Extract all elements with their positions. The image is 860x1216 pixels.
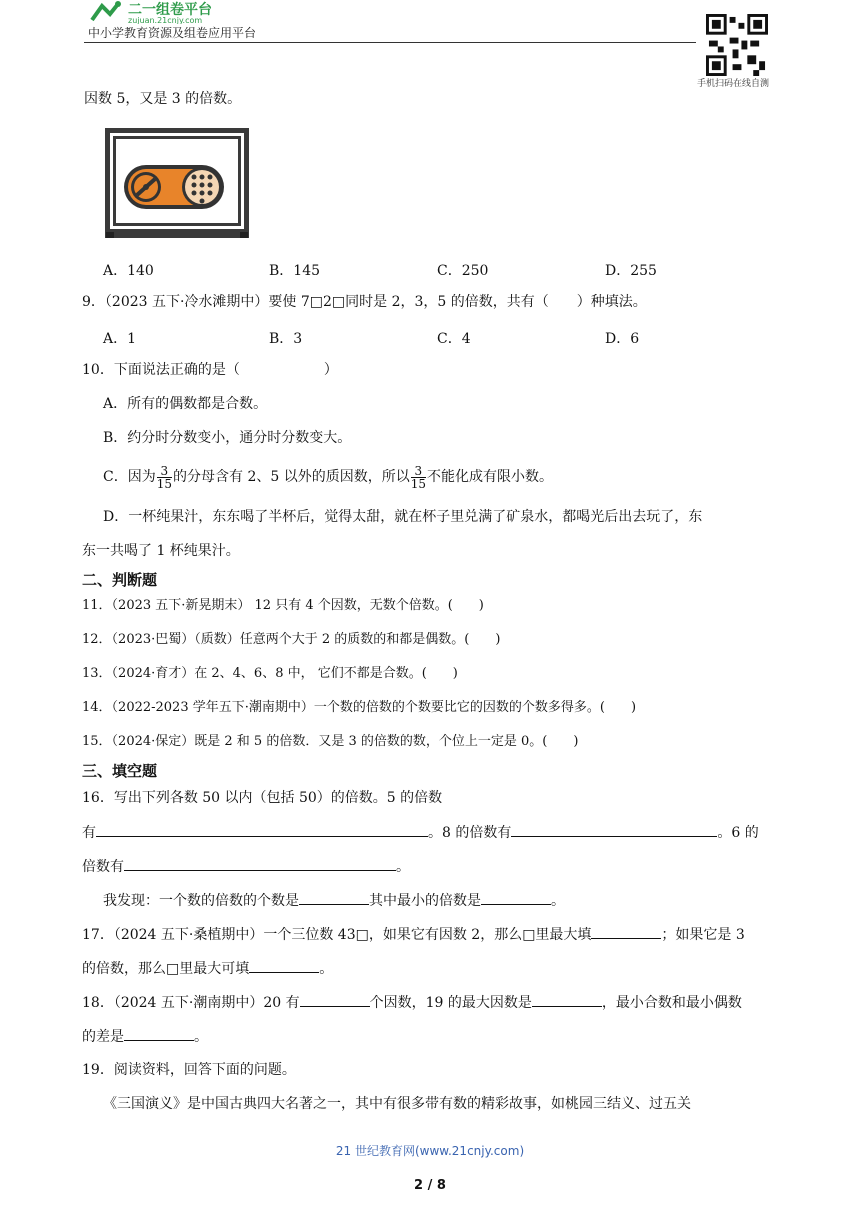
q9-option-c: C．4 (437, 331, 471, 347)
blank[interactable] (96, 822, 428, 837)
blank[interactable] (591, 924, 661, 939)
blank[interactable] (299, 890, 369, 905)
q9-option-a: A．1 (103, 331, 137, 347)
zujuan-logo (88, 0, 278, 24)
q8-option-d: D．255 (605, 263, 657, 279)
qr-caption: 手机扫码在线自测 (697, 79, 770, 89)
q19-stem: 19．阅读资料，回答下面的问题。 (82, 1062, 296, 1078)
q10-option-c: C．因为 $\frac{3}{15}$ 的分母含有 2、5 以外的质因数，所以 $\frac{3}{15}$ 不能化成有限小数。 (103, 463, 553, 491)
q10-option-b: B．约分时分数变小，通分时分数变大。 (103, 430, 352, 446)
q17-line1: 17．（2024 五下·桑植期中）一个三位数 43□，如果它有因数 2，那么□里最大填 ；如果它是 3 (82, 924, 745, 945)
q18-line2: 的差是 。 (82, 1026, 208, 1047)
footer-link[interactable]: 21 世纪教育网(www.21cnjy.com) (335, 1144, 525, 1158)
q8-option-b: B．145 (269, 263, 321, 279)
q9-option-b: B．3 (269, 331, 303, 347)
qr-code-icon[interactable] (706, 14, 768, 76)
blank[interactable] (532, 992, 602, 1007)
q13: 13．（2024·育才）在 2、4、6、8 中， 它们不都是合数。( ) (82, 666, 458, 681)
blank[interactable] (511, 822, 717, 837)
fraction-3-15: $\frac{3}{15}$ (156, 463, 172, 491)
q8-continuation: 因数 5，又是 3 的倍数。 (84, 91, 242, 107)
keypad-icon (182, 167, 222, 207)
q9-stem: 9．（2023 五下·冷水滩期中）要使 7□2□同时是 2，3，5 的倍数，共有（ ）种填法。 (82, 294, 647, 310)
q16-line2: 有 。8 的倍数有 。6 的 (82, 822, 759, 843)
header-divider (84, 42, 696, 43)
q12: 12．（2023·巴蜀）（质数）任意两个大于 2 的质数的和都是偶数。( ) (82, 632, 501, 647)
blank[interactable] (249, 958, 319, 973)
header-subtitle: 中小学教育资源及组卷应用平台 (88, 26, 257, 40)
q11: 11．（2023 五下·新晃期末） 12 只有 4 个因数，无数个倍数。( ) (82, 598, 484, 613)
q10-option-a: A．所有的偶数都是合数。 (103, 396, 268, 412)
q8-option-c: C．250 (437, 263, 489, 279)
q15: 15．（2024·保定）既是 2 和 5 的倍数．又是 3 的倍数的数，个位上一定是 0。( ) (82, 734, 579, 749)
blank[interactable] (481, 890, 551, 905)
blank[interactable] (124, 856, 396, 871)
q19-text: 《三国演义》是中国古典四大名著之一，其中有很多带有数的精彩故事，如桃园三结义、过五关 (103, 1096, 691, 1112)
q14: 14．（2022-2023 学年五下·潮南期中）一个数的倍数的个数要比它的因数的个数多得多。( ) (82, 700, 637, 715)
section-2-title: 二、判断题 (82, 571, 158, 589)
safe-illustration (104, 127, 250, 239)
blank[interactable] (124, 1026, 194, 1041)
q8-option-a: A．140 (103, 263, 154, 279)
logo-runner-icon (92, 4, 118, 20)
q18-line1: 18．（2024 五下·潮南期中）20 有 个因数，19 的最大因数是 ，最小合数和最小偶数 (82, 992, 742, 1013)
q17-line2: 的倍数，那么□里最大可填 。 (82, 958, 333, 979)
q10-option-d-line1: D．一杯纯果汁，东东喝了半杯后，觉得太甜，就在杯子里兑满了矿泉水，都喝光后出去玩了，东 (103, 509, 703, 525)
page-number: 2 / 8 (414, 1178, 446, 1193)
q16-line4: 我发现：一个数的倍数的个数是 其中最小的倍数是 。 (103, 890, 565, 911)
fraction-3-15-b: $\frac{3}{15}$ (410, 463, 426, 491)
q10-stem: 10．下面说法正确的是（ ） (82, 362, 338, 378)
section-3-title: 三、填空题 (82, 762, 158, 780)
q16-line1: 16．写出下列各数 50 以内（包括 50）的倍数。5 的倍数 (82, 790, 443, 806)
blank[interactable] (300, 992, 370, 1007)
svg-text:zujuan.21cnjy.com: zujuan.21cnjy.com (128, 16, 203, 24)
svg-text:二一组卷平台: 二一组卷平台 (128, 2, 212, 18)
q10-option-d-line2: 东一共喝了 1 杯纯果汁。 (82, 543, 240, 559)
q16-line3: 倍数有 。 (82, 856, 410, 877)
q9-option-d: D．6 (605, 331, 640, 347)
